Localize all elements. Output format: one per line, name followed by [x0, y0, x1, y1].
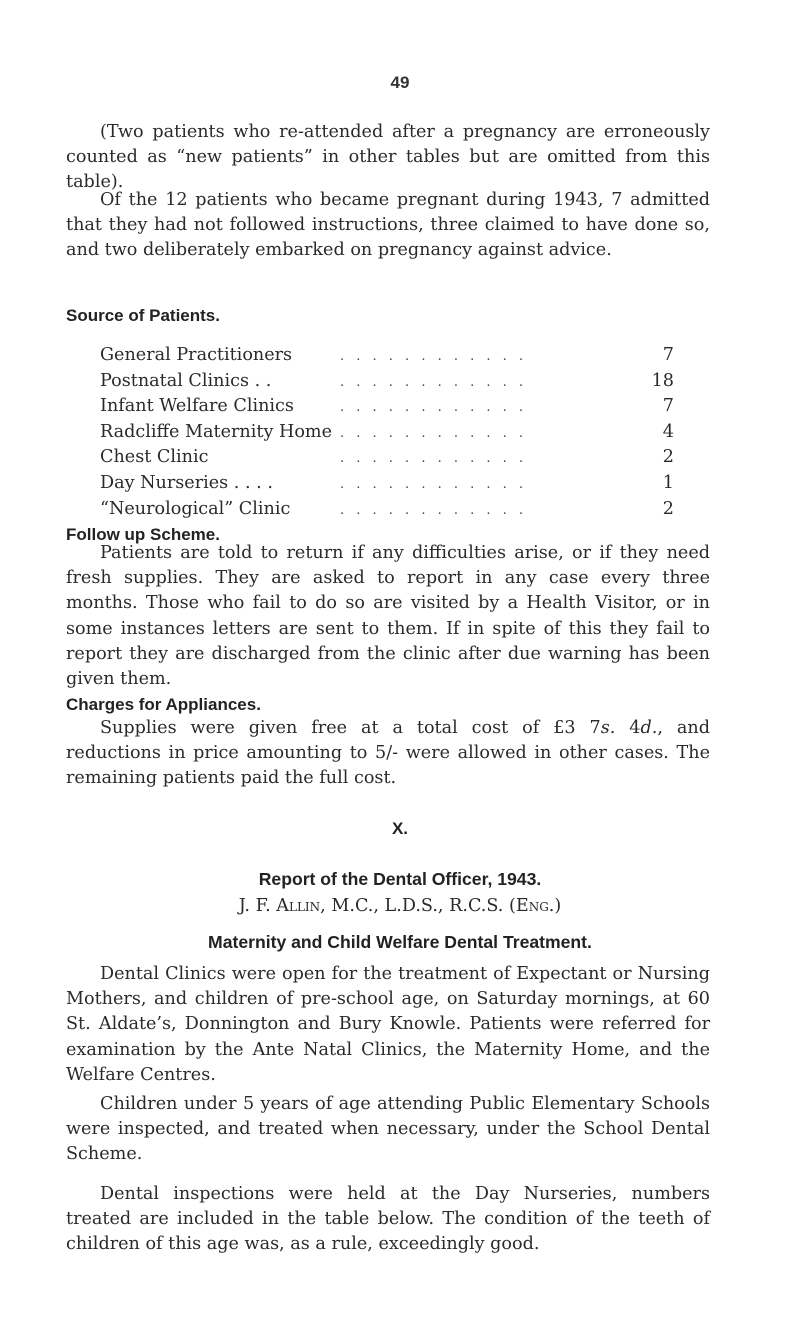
dental-paragraph-3 — [66, 1182, 710, 1258]
leader-dots: . . . . . . . . . . . . — [340, 476, 528, 492]
charges-paragraph — [66, 716, 710, 792]
source-value: 7 — [662, 345, 674, 365]
source-label: Day Nurseries . . . . — [100, 472, 273, 493]
charges-text-part: 4 — [615, 718, 641, 738]
dental-treatment-heading: Maternity and Child Welfare Dental Treatment. — [208, 932, 592, 952]
list-item — [100, 394, 674, 420]
source-of-patients-heading: Source of Patients. — [66, 306, 220, 325]
source-of-patients-list — [100, 343, 674, 522]
list-item — [100, 497, 674, 523]
section-numeral: X. — [391, 819, 409, 838]
intro-text-2: Of the 12 patients who became pregnant during 1943, 7 admitted that they had not followed instructions, three claimed to have done so, and two deliberately embarked on pregnancy against advice. — [66, 190, 710, 261]
source-value: 2 — [662, 447, 674, 468]
source-label: Postnatal Clinics . . — [100, 370, 272, 391]
charges-heading: Charges for Appliances. — [66, 695, 261, 714]
intro-paragraph-2 — [66, 188, 710, 264]
charges-text-part: , and reductions in price amounting to 5/- were allowed in other cases. The remaining patients paid the full cost. — [66, 718, 710, 789]
source-value: 18 — [651, 370, 674, 391]
list-item — [100, 420, 674, 446]
charges-text — [66, 716, 710, 792]
leader-dots: . . . . . . . . . . . . — [340, 425, 528, 441]
dental-paragraph-1 — [66, 962, 710, 1088]
dental-paragraph-2 — [66, 1092, 710, 1168]
source-value: 1 — [662, 472, 674, 493]
list-item — [100, 471, 674, 497]
follow-up-text: Patients are told to return if any difficulties arise, or if they need fresh supplies. They are asked to report in any case every three months. Those who fail to do so are visited by a Health Visitor, or in some instances letters are sent to them. If in spite of this they fail to report they are discharged from the clinic after due warning has been given them. — [66, 543, 710, 690]
source-label: “Neurological” Clinic — [100, 498, 291, 519]
leader-dots: . . . . . . . . . . . . — [340, 349, 528, 364]
source-value: 7 — [662, 396, 674, 417]
source-label: Chest Clinic — [100, 447, 209, 468]
charges-text-part: Supplies were given free at a total cost of £3 7 — [100, 718, 601, 738]
list-item — [100, 369, 674, 395]
dental-text-2: Children under 5 years of age attending Public Elementary Schools were inspected, and treated when necessary, under the School Dental Scheme. — [66, 1094, 710, 1165]
source-label: Radcliffe Maternity Home — [100, 421, 333, 442]
list-item — [100, 343, 674, 369]
source-value: 2 — [662, 498, 674, 519]
pence-abbrev: d. — [640, 718, 658, 738]
author-line: J. F. Allin, M.C., L.D.S., R.C.S. (Eng.) — [238, 896, 562, 916]
report-title: Report of the Dental Officer, 1943. — [258, 869, 542, 889]
follow-up-heading: Follow up Scheme. — [66, 525, 220, 544]
leader-dots: . . . . . . . . . . . . — [340, 451, 528, 467]
intro-paragraph-1 — [66, 120, 710, 196]
dental-text-3: Dental inspections were held at the Day Nurseries, numbers treated are included in the table below. The condition of the teeth of children of this age was, as a rule, exceedingly good. — [66, 1184, 710, 1255]
page-number: 49 — [390, 73, 410, 92]
leader-dots: . . . . . . . . . . . . — [340, 374, 528, 390]
intro-text-1: (Two patients who re-attended after a pregnancy are erroneously counted as “new patients” in other tables but are omitted from this table). — [66, 122, 710, 193]
source-label: General Practitioners — [100, 345, 293, 365]
source-value: 4 — [662, 421, 674, 442]
dental-text-1: Dental Clinics were open for the treatment of Expectant or Nursing Mothers, and children of pre-school age, on Saturday mornings, at 60 St. Aldate’s, Donnington and Bury Knowle. Patients were referred for examination by the Ante Natal Clinics, the Maternity Home, and the Welfare Centres. — [66, 964, 710, 1085]
leader-dots: . . . . . . . . . . . . — [340, 400, 528, 416]
leader-dots: . . . . . . . . . . . . — [340, 502, 528, 518]
list-item — [100, 445, 674, 471]
shillings-abbrev: s. — [600, 718, 616, 738]
source-label: Infant Welfare Clinics — [100, 396, 294, 417]
follow-up-paragraph — [66, 541, 710, 692]
